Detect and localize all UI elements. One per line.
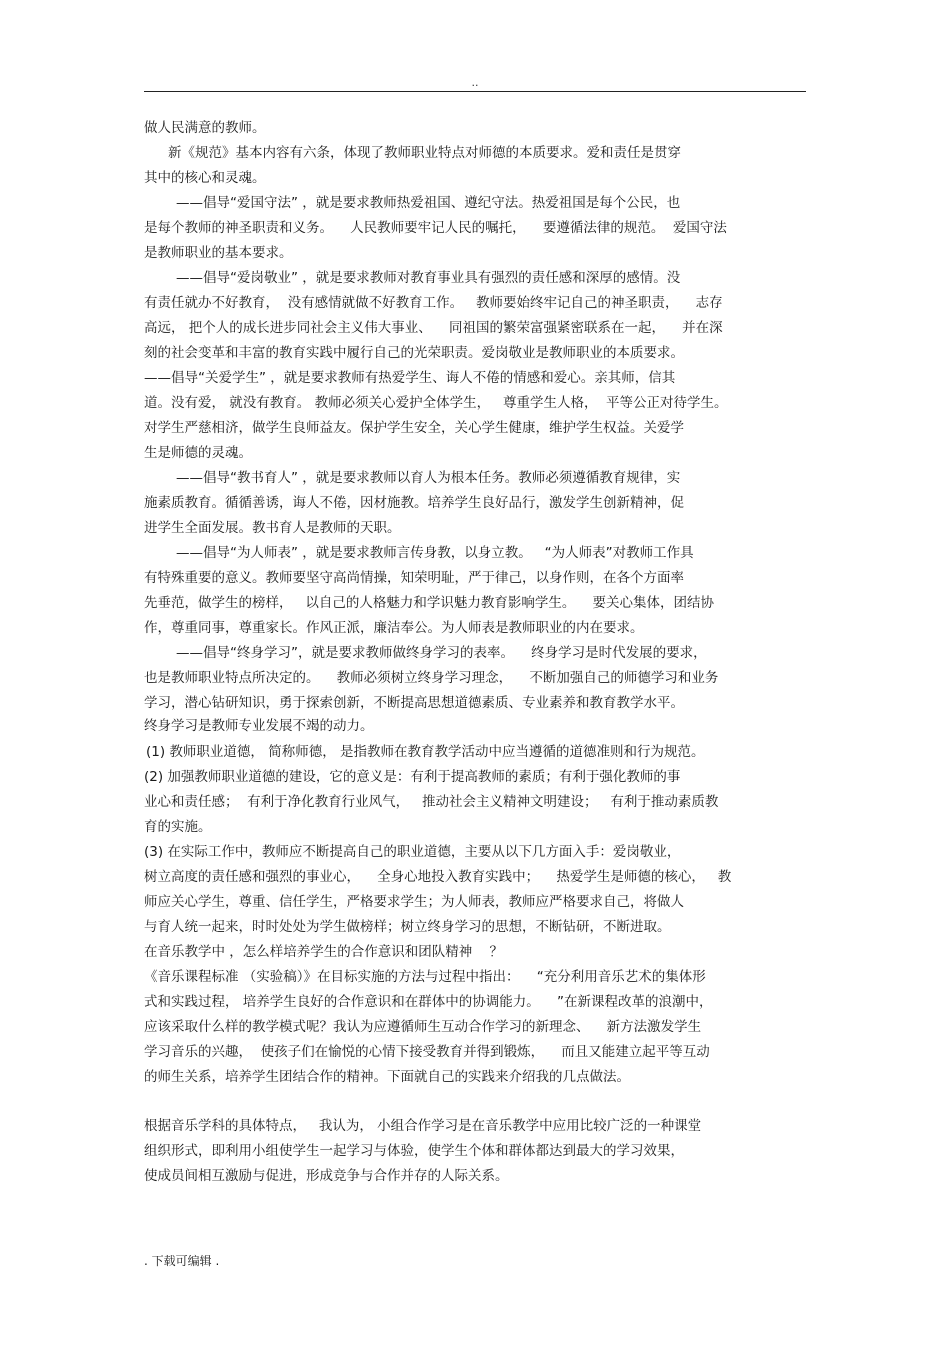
text-line: 先垂范，做学生的榜样， 以自己的人格魅力和学识魅力教育影响学生。 要关心集体，团结协 — [144, 595, 715, 611]
text-line: 做人民满意的教师。 — [144, 120, 266, 136]
text-line: ——倡导“爱岗敬业” ，就是要求教师对教育事业具有强烈的责任感和深厚的感情。没 — [176, 270, 681, 286]
text-line: 师应关心学生，尊重、信任学生，严格要求学生；为人师表，教师应严格要求自己，将做人 — [144, 894, 684, 910]
text-line: (3) 在实际工作中，教师应不断提高自己的职业道德，主要从以下几方面入手：爱岗敬业， — [144, 844, 681, 860]
footer-note: . 下载可编辑 . — [144, 1254, 220, 1268]
text-line: 是每个教师的神圣职责和义务。 人民教师要牢记人民的嘱托， 要遵循法律的规范。 爱国守法 — [144, 220, 727, 236]
text-line: 进学生全面发展。教书育人是教师的天职。 — [144, 520, 401, 536]
text-line: 在音乐教学中 ，怎么样培养学生的合作意识和团队精神 ？ — [144, 944, 503, 960]
text-line: 组织形式，即利用小组使学生一起学习与体验，使学生个体和群体都达到最大的学习效果， — [144, 1143, 684, 1159]
text-line: 有责任就办不好教育， 没有感情就做不好教育工作。 教师要始终牢记自己的神圣职责， 志存 — [144, 295, 723, 311]
text-line: ——倡导“爱国守法” ，就是要求教师热爱祖国、遵纪守法。热爱祖国是每个公民，也 — [176, 195, 681, 211]
text-line: 高远， 把个人的成长进步同社会主义伟大事业、 同祖国的繁荣富强紧密联系在一起， 并在深 — [144, 320, 723, 336]
text-line: 其中的核心和灵魂。 — [144, 170, 266, 186]
text-line: 道。没有爱， 就没有教育。 教师必须关心爱护全体学生， 尊重学生人格， 平等公正对待学生。 — [144, 395, 728, 411]
text-line: 对学生严慈相济，做学生良师益友。保护学生安全，关心学生健康，维护学生权益。关爱学 — [144, 420, 684, 436]
text-line: 与育人统一起来，时时处处为学生做榜样；树立终身学习的思想，不断钻研，不断进取。 — [144, 919, 671, 935]
text-line: 的师生关系，培养学生团结合作的精神。下面就自己的实践来介绍我的几点做法。 — [144, 1069, 630, 1085]
text-line: 使成员间相互激励与促进，形成竞争与合作并存的人际关系。 — [144, 1168, 509, 1184]
text-line: 式和实践过程， 培养学生良好的合作意识和在群体中的协调能力。 ”在新课程改革的浪潮中， — [144, 994, 713, 1010]
text-line: 树立高度的责任感和强烈的事业心， 全身心地投入教育实践中； 热爱学生是师德的核心， 教 — [144, 869, 732, 885]
text-line: ——倡导“关爱学生” ，就是要求教师有热爱学生、诲人不倦的情感和爱心。亲其师，信其 — [144, 370, 676, 386]
text-line: 学习，潜心钻研知识，勇于探索创新，不断提高思想道德素质、专业素养和教育教学水平。 — [144, 695, 684, 711]
header-mark: .. — [471, 76, 479, 89]
text-line: 终身学习是教师专业发展不竭的动力。 — [144, 718, 374, 734]
text-line: ——倡导“教书育人” ，就是要求教师以育人为根本任务。教师必须遵循教育规律，实 — [176, 470, 681, 486]
text-line: (1) 教师职业道德， 简称师德， 是指教师在教育教学活动中应当遵循的道德准则和行为规范。 — [146, 744, 705, 760]
text-line: 也是教师职业特点所决定的。 教师必须树立终身学习理念， 不断加强自己的师德学习和业务 — [144, 670, 719, 686]
text-line: 学习音乐的兴趣， 使孩子们在愉悦的心情下接受教育并得到锻炼， 而且又能建立起平等互动 — [144, 1044, 710, 1060]
text-line: 《音乐课程标准 （实验稿）》在目标实施的方法与过程中指出： “充分利用音乐艺术的集体形 — [144, 969, 706, 985]
text-line: 有特殊重要的意义。教师要坚守高尚情操，知荣明耻，严于律己，以身作则，在各个方面率 — [144, 570, 684, 586]
text-line: 根据音乐学科的具体特点， 我认为， 小组合作学习是在音乐教学中应用比较广泛的一种课堂 — [144, 1118, 702, 1134]
text-line: ——倡导“为人师表” ，就是要求教师言传身教，以身立教。 “为人师表”对教师工作具 — [176, 545, 694, 561]
text-line: 新《规范》基本内容有六条，体现了教师职业特点对师德的本质要求。爱和责任是贯穿 — [168, 145, 681, 161]
header-rule — [144, 91, 806, 92]
text-line: 施素质教育。循循善诱，诲人不倦，因材施教。培养学生良好品行，激发学生创新精神，促 — [144, 495, 684, 511]
text-line: (2) 加强教师职业道德的建设，它的意义是：有利于提高教师的素质；有利于强化教师的事 — [144, 769, 681, 785]
text-line: 是教师职业的基本要求。 — [144, 245, 293, 261]
text-line: 应该采取什么样的教学模式呢？我认为应遵循师生互动合作学习的新理念、 新方法激发学生 — [144, 1019, 702, 1035]
text-line: 刻的社会变革和丰富的教育实践中履行自己的光荣职责。爱岗敬业是教师职业的本质要求。 — [144, 345, 684, 361]
text-line: 育的实施。 — [144, 819, 212, 835]
text-line: 作，尊重同事，尊重家长。作风正派，廉洁奉公。为人师表是教师职业的内在要求。 — [144, 620, 644, 636]
text-line: 生是师德的灵魂。 — [144, 445, 252, 461]
text-line: 业心和责任感； 有利于净化教育行业风气， 推动社会主义精神文明建设； 有利于推动素质教 — [144, 794, 719, 810]
text-line: ——倡导“终身学习”，就是要求教师做终身学习的表率。 终身学习是时代发展的要求， — [176, 645, 707, 661]
